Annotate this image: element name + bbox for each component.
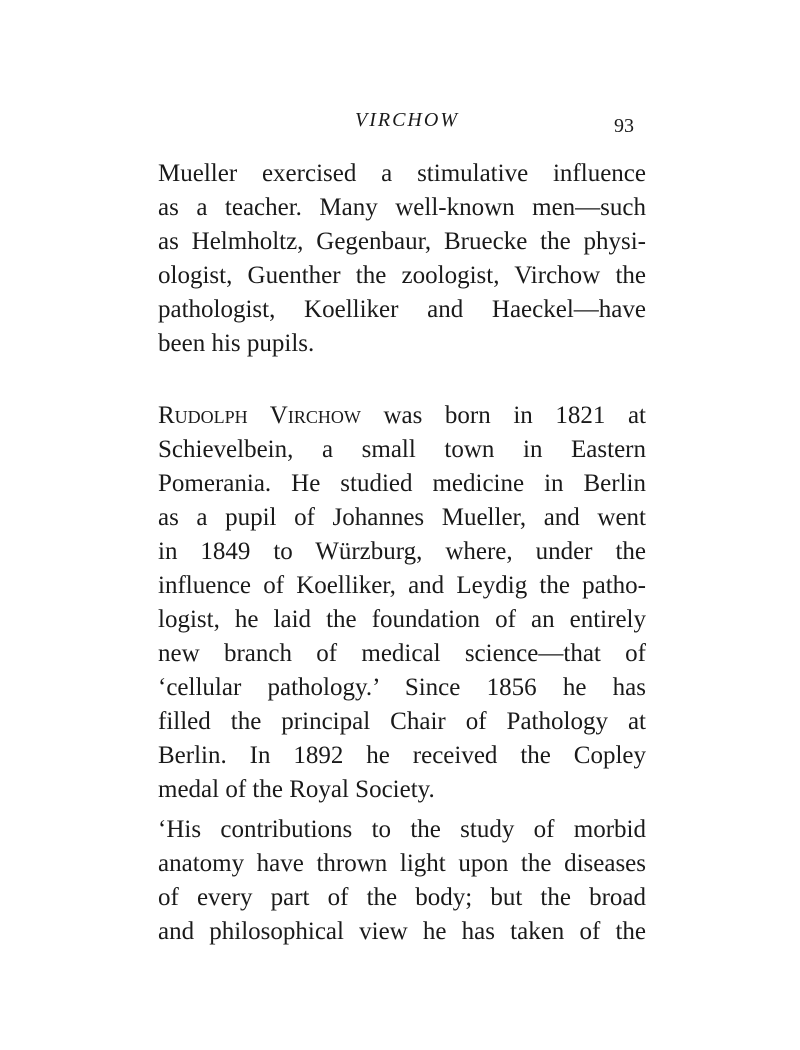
text-line: logist, he laid the foundation of an entirely bbox=[158, 606, 646, 633]
text-line: ‘His contributions to the study of morbid bbox=[158, 816, 646, 843]
text-line: as a teacher. Many well-known men—such bbox=[158, 194, 646, 221]
text-line: new branch of medical science—that of bbox=[158, 640, 646, 667]
text-line: pathologist, Koelliker and Haeckel—have bbox=[158, 296, 646, 323]
text-line: medal of the Royal Society. bbox=[158, 776, 435, 803]
text-line: of every part of the body; but the broad bbox=[158, 884, 646, 911]
text-line: as Helmholtz, Gegenbaur, Bruecke the physi- bbox=[158, 228, 646, 255]
text-line: Schievelbein, a small town in Eastern bbox=[158, 436, 646, 463]
text-line: and philosophical view he has taken of the bbox=[158, 918, 646, 945]
text-line: Mueller exercised a stimulative influence bbox=[158, 160, 646, 187]
text-line: anatomy have thrown light upon the diseases bbox=[158, 850, 646, 877]
text-line: in 1849 to Würzburg, where, under the bbox=[158, 538, 646, 565]
running-head bbox=[0, 109, 800, 139]
running-title: VIRCHOW bbox=[355, 109, 459, 131]
text-line bbox=[158, 399, 646, 433]
page-number: 93 bbox=[614, 115, 634, 137]
text-line: been his pupils. bbox=[158, 330, 315, 357]
text-line: Pomerania. He studied medicine in Berlin bbox=[158, 470, 646, 497]
person-name: Rudolph Virchow bbox=[158, 402, 361, 429]
paragraph-mueller-teaching bbox=[158, 157, 646, 361]
paragraph-quotation bbox=[158, 813, 646, 949]
paragraph-virchow-biography bbox=[158, 399, 646, 807]
text-line: ‘cellular pathology.’ Since 1856 he has bbox=[158, 674, 646, 701]
text-line: filled the principal Chair of Pathology at bbox=[158, 708, 646, 735]
text-line: ologist, Guenther the zoologist, Virchow the bbox=[158, 262, 646, 289]
text-line: as a pupil of Johannes Mueller, and went bbox=[158, 504, 646, 531]
text-line: influence of Koelliker, and Leydig the patho- bbox=[158, 572, 646, 599]
text-line-rest: was born in 1821 at bbox=[360, 402, 646, 429]
text-line: Berlin. In 1892 he received the Copley bbox=[158, 742, 646, 769]
